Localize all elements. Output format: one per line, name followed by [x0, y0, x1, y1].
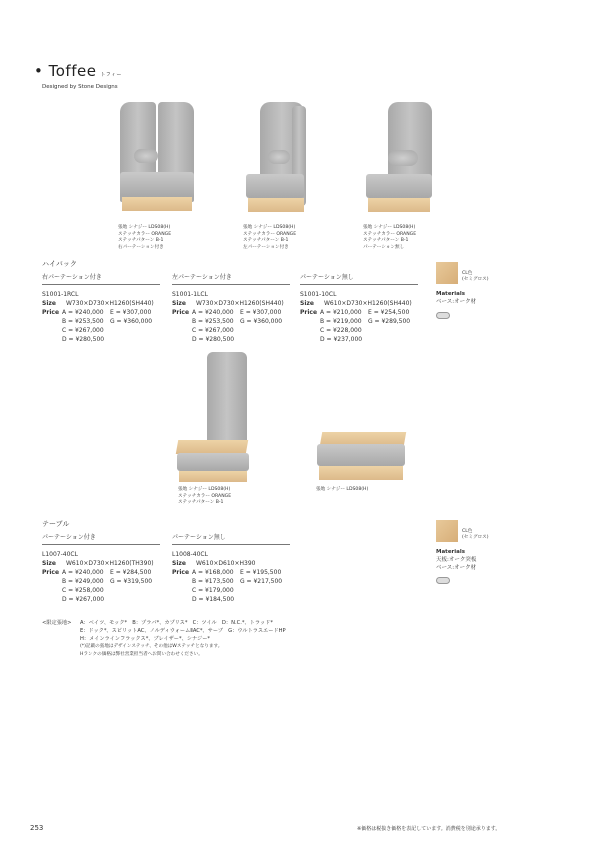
wood-swatch — [436, 262, 458, 284]
designer: Designed by Stone Designs — [42, 84, 118, 90]
wood-swatch — [436, 520, 458, 542]
product-spec-right-partition: 右パーテーション付き S1001-1RCL Size W730×D730×H1260(SH440) Price A = ¥240,000 E = ¥307,000 B = ¥253,500 G = ¥360,000 C = ¥267,000 D = ¥280,500 — [42, 273, 160, 344]
materials-table: CL色 (セミグロス) Materials 天板:オーク突板 ベース:オーク材 — [436, 520, 489, 584]
table1-caption: 張地 シナジー LDS08(H) ステッチカラー ORANGE ステッチパターン B-1 — [178, 487, 232, 506]
adjuster-icon — [436, 312, 450, 319]
table-image-no-partition — [315, 430, 410, 485]
product-title: • Toffee トフィー — [34, 62, 122, 80]
chair1-caption: 張地 シナジー LDS08(H) ステッチカラー ORANGE ステッチパターン B-1 右パーテーション付き — [118, 225, 172, 250]
product-spec-no-partition: パーテーション無し S1001-10CL Size W610×D730×H1260(SH440) Price A = ¥210,000 E = ¥254,500 B = ¥219,000 G = ¥289,500 C = ¥228,000 D = ¥237,000 — [300, 273, 418, 344]
section-table: テーブル — [42, 520, 70, 528]
chair3-caption: 張地 シナジー LDS08(H) ステッチカラー ORANGE ステッチパターン B-1 パーテーション無し — [363, 225, 417, 250]
limited-fabric-notes: <限定張地> A：ベイツ、モック* B：プラバ*、カプリス* C：ツイル D：N.C.*、トラッド* E：ドック*、スピリットAC、ノルディウォームⅡAC*、サーブ G：ウルトラスエードHP H：メインラインフラックス*、ブレイザー*、シナジー* (*)記載の張地はデザインステッチ、その他はWステッチとなります。 Hランクの価格は弊社営業担当者へお問い合わせください。 — [42, 620, 286, 658]
chair-image-right-partition — [112, 102, 202, 222]
page-number: 253 — [30, 824, 44, 832]
materials-highback: CL色 (セミグロス) Materials ベース:オーク材 — [436, 262, 489, 319]
section-highback: ハイバック — [42, 260, 77, 268]
table-image-partition — [175, 352, 255, 484]
tax-note: ※価格は税抜き価格を表記しています。消費税を別途承ります。 — [357, 826, 501, 832]
product-spec-table-no-partition: パーテーション無し L1008-40CL Size W610×D610×H390 Price A = ¥168,000 E = ¥195,500 B = ¥173,500 G = ¥217,500 C = ¥179,000 D = ¥184,500 — [172, 533, 290, 604]
chair-image-no-partition — [360, 102, 450, 222]
product-spec-table-partition: パーテーション付き L1007-40CL Size W610×D730×H1260(TH390) Price A = ¥240,000 E = ¥284,500 B = ¥249,000 G = ¥319,500 C = ¥258,000 D = ¥267,000 — [42, 533, 160, 604]
product-spec-left-partition: 左パーテーション付き S1001-1LCL Size W730×D730×H1260(SH440) Price A = ¥240,000 E = ¥307,000 B = ¥253,500 G = ¥360,000 C = ¥267,000 D = ¥280,500 — [172, 273, 290, 344]
adjuster-icon — [436, 577, 450, 584]
chair-image-left-partition — [240, 102, 330, 222]
table2-caption: 張地 シナジー LDS08(H) — [316, 487, 369, 492]
chair2-caption: 張地 シナジー LDS08(H) ステッチカラー ORANGE ステッチパターン B-1 左パーテーション付き — [243, 225, 297, 250]
